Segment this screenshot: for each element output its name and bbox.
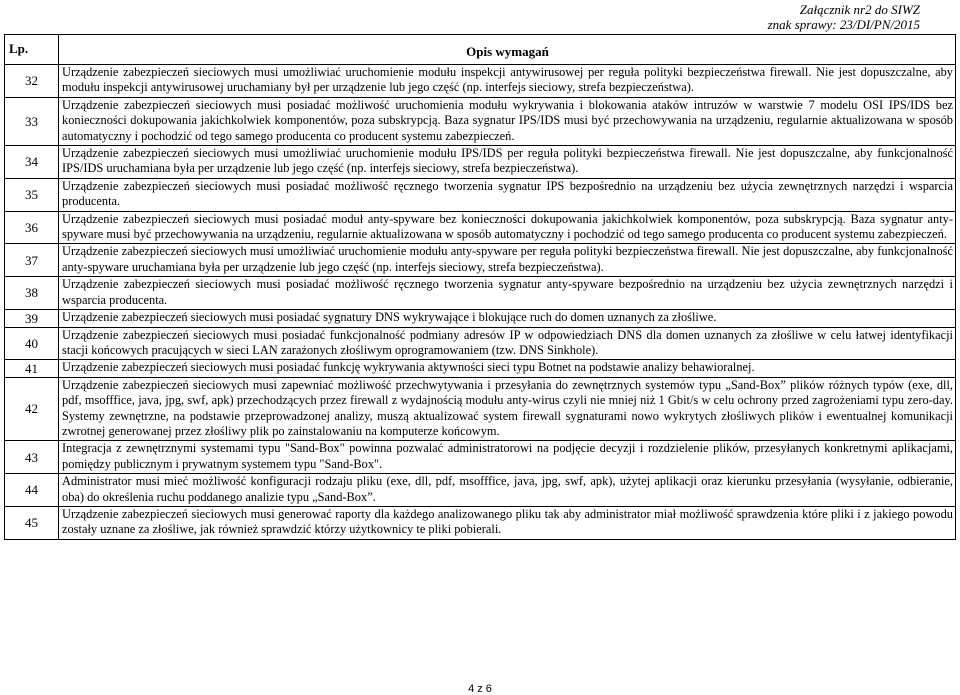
requirement-text: Urządzenie zabezpieczeń sieciowych musi posiadać funkcję wykrywania aktywności sieci typu Botnet na podstawie analizy behawioralnej.	[59, 360, 956, 377]
table-row	[5, 178, 956, 211]
table-header-row	[5, 35, 956, 65]
row-number: 42	[5, 377, 59, 441]
table-row	[5, 65, 956, 98]
requirements-table	[4, 34, 956, 540]
table-row	[5, 277, 956, 310]
requirement-text: Integracja z zewnętrznymi systemami typu "Sand-Box" powinna pozwalać administratorowi na podjęcie decyzji i rozdzielenie plików, przesyłanych konkretnymi aplikacjami, pomiędzy publicznym i prywatnym systemem typu "Sand-Box".	[59, 441, 956, 474]
row-number: 43	[5, 441, 59, 474]
row-number: 32	[5, 65, 59, 98]
row-number: 45	[5, 506, 59, 539]
table-row	[5, 506, 956, 539]
row-number: 37	[5, 244, 59, 277]
requirement-text: Urządzenie zabezpieczeń sieciowych musi zapewniać możliwość przechwytywania i przesyłania do zewnętrznych systemów typu „Sand-Box” plików różnych typów (exe, dll, pdf, msofffice, java, jpg, swf, apk) przechodzących przez firewall z wydajnością modułu anty-wirus czyli nie mniej niż 1 Gbit/s w celu ochrony przed zagrożeniami typu zero-day. Systemy zewnętrzne, na podstawie przeprowadzonej analizy, muszą aktualizować system firewall sygnaturami nowo wykrytych złośliwych plików i ewentualnej komunikacji zwrotnej generowanej przez złośliwy plik po zainstalowaniu na komputerze końcowym.	[59, 377, 956, 441]
row-number: 40	[5, 327, 59, 360]
page-number: 4 z 6	[468, 683, 492, 695]
requirement-text: Urządzenie zabezpieczeń sieciowych musi posiadać moduł anty-spyware bez konieczności dokupowania jakichkolwiek komponentów, poza subskrypcją. Baza sygnatur anty-spyware musi być przechowywania na urządzeniu, regularnie aktualizowana w sposób automatyczny i pochodzić od tego samego producenta co producent systemu zabezpieczeń.	[59, 211, 956, 244]
requirement-text: Urządzenie zabezpieczeń sieciowych musi generować raporty dla każdego analizowanego pliku tak aby administrator miał możliwość sprawdzenia które pliki i z jakiego powodu zostały uznane za złośliwe, jak również sprawdzić którzy użytkownicy te pliki pobierali.	[59, 506, 956, 539]
requirement-text: Urządzenie zabezpieczeń sieciowych musi posiadać sygnatury DNS wykrywające i blokujące ruch do domen uznanych za złośliwe.	[59, 310, 956, 327]
case-reference: znak sprawy: 23/DI/PN/2015	[767, 17, 920, 32]
row-number: 36	[5, 211, 59, 244]
table-row	[5, 360, 956, 377]
page-header	[768, 2, 920, 32]
requirement-text: Urządzenie zabezpieczeń sieciowych musi posiadać możliwość ręcznego tworzenia sygnatur IPS bezpośrednio na urządzeniu bez użycia zewnętrznych narzędzi i wsparcia producenta.	[59, 178, 956, 211]
column-header-lp: Lp.	[5, 35, 59, 65]
requirement-text: Urządzenie zabezpieczeń sieciowych musi posiadać możliwość ręcznego tworzenia sygnatur anty-spyware bezpośrednio na urządzeniu bez użycia zewnętrznych narzędzi i wsparcia producenta.	[59, 277, 956, 310]
attachment-label: Załącznik nr2 do SIWZ	[799, 2, 920, 17]
requirement-text: Urządzenie zabezpieczeń sieciowych musi umożliwiać uruchomienie modułu inspekcji antywirusowej per reguła polityki bezpieczeństwa firewall. Nie jest dopuszczalne, aby modułu inspekcji antywirusowej uruchamiany był per urządzenie lub jego część (np. interfejs sieciowy, strefa bezpieczeństwa).	[59, 65, 956, 98]
row-number: 44	[5, 474, 59, 507]
table-row	[5, 310, 956, 327]
table-row	[5, 377, 956, 441]
table-row	[5, 146, 956, 179]
requirement-text: Administrator musi mieć możliwość konfiguracji rodzaju pliku (exe, dll, pdf, msofffice, java, jpg, swf, apk), użytej aplikacji oraz kierunku przesyłania (wysyłanie, odbieranie, oba) do określenia ruchu poddanego analizie typu „Sand-Box”.	[59, 474, 956, 507]
table-row	[5, 441, 956, 474]
table-row	[5, 244, 956, 277]
column-header-description: Opis wymagań	[59, 35, 956, 65]
requirement-text: Urządzenie zabezpieczeń sieciowych musi umożliwiać uruchomienie modułu anty-spyware per reguła polityki bezpieczeństwa firewall. Nie jest dopuszczalne, aby funkcjonalność anty-spyware uruchamiana była per urządzenie lub jego część (np. interfejs sieciowy, strefa bezpieczeństwa).	[59, 244, 956, 277]
requirement-text: Urządzenie zabezpieczeń sieciowych musi posiadać funkcjonalność podmiany adresów IP w odpowiedziach DNS dla domen uznanych za złośliwe w celu łatwej identyfikacji stacji końcowych pracujących w sieci LAN zarażonych złośliwym oprogramowaniem (tzw. DNS Sinkhole).	[59, 327, 956, 360]
row-number: 38	[5, 277, 59, 310]
table-row	[5, 474, 956, 507]
table-row	[5, 97, 956, 145]
requirement-text: Urządzenie zabezpieczeń sieciowych musi umożliwiać uruchomienie modułu IPS/IDS per reguła polityki bezpieczeństwa firewall. Nie jest dopuszczalne, aby funkcjonalność IPS/IDS uruchamiana była per urządzenie lub jego część (np. interfejs sieciowy, strefa bezpieczeństwa).	[59, 146, 956, 179]
table-row	[5, 327, 956, 360]
row-number: 35	[5, 178, 59, 211]
row-number: 34	[5, 146, 59, 179]
row-number: 41	[5, 360, 59, 377]
requirement-text: Urządzenie zabezpieczeń sieciowych musi posiadać możliwość uruchomienia modułu wykrywania i blokowania ataków intruzów w warstwie 7 modelu OSI IPS/IDS bez konieczności dokupowania jakichkolwiek komponentów, poza subskrypcją. Baza sygnatur IPS/IDS musi być przechowywania na urządzeniu, regularnie aktualizowana w sposób automatyczny i pochodzić od tego samego producenta co producent systemu zabezpieczeń.	[59, 97, 956, 145]
table-row	[5, 211, 956, 244]
row-number: 33	[5, 97, 59, 145]
row-number: 39	[5, 310, 59, 327]
